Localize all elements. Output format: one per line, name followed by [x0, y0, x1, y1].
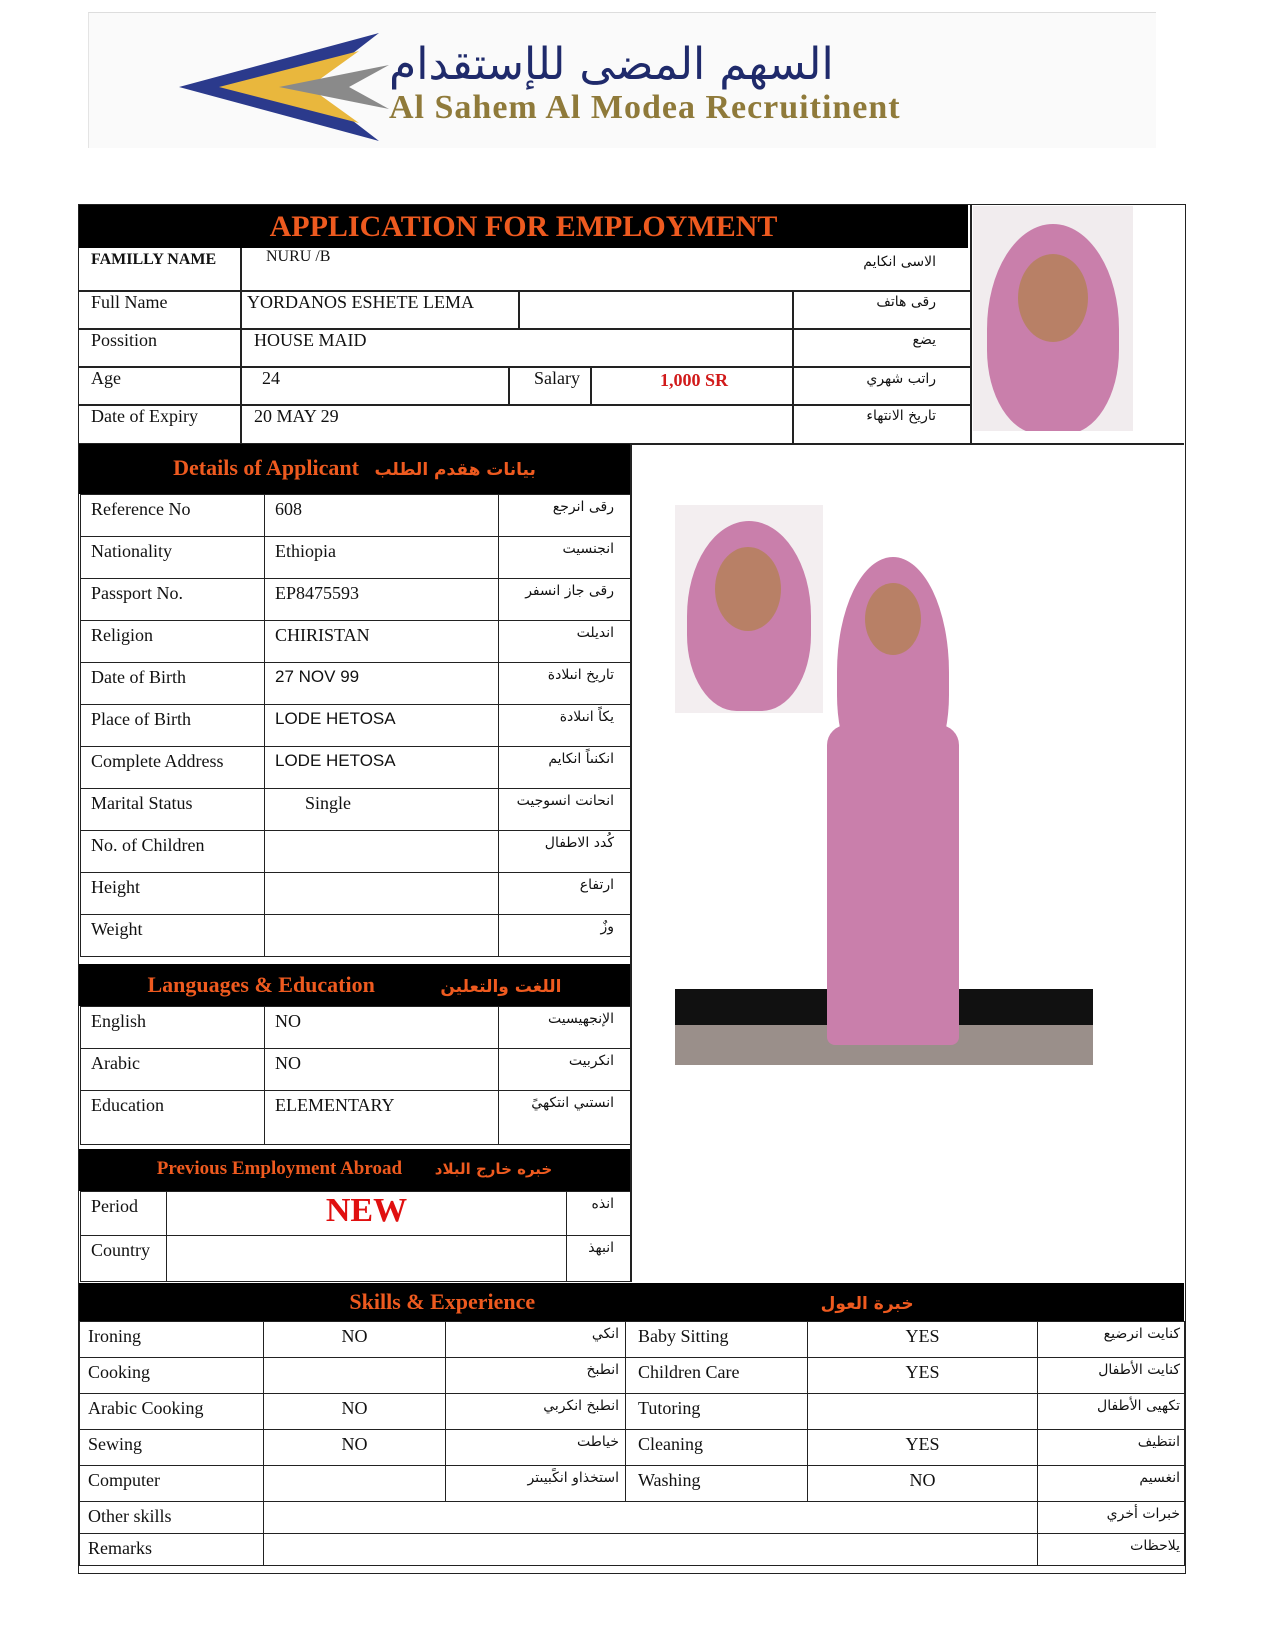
employment-title: Previous Employment Abroad — [156, 1158, 403, 1179]
detail-label: Passport No. — [81, 579, 265, 621]
other-skills-label: Other skills — [80, 1502, 264, 1534]
table-row — [81, 873, 631, 915]
language-label: Education — [81, 1091, 265, 1145]
table-row — [81, 747, 631, 789]
skills-title: Skills & Experience — [349, 1289, 536, 1314]
detail-value: 608 — [265, 495, 499, 537]
language-ar: انستىي انتكهيً — [499, 1091, 631, 1145]
detail-ar: انكنىاً انكايم — [499, 747, 631, 789]
full-name-value: YORDANOS ESHETE LEMA — [247, 292, 474, 312]
skill-ar: خياطت — [446, 1430, 626, 1466]
skills-title-bar — [79, 1283, 1184, 1321]
detail-label: Height — [81, 873, 265, 915]
skill-ar: كنايت الأطفال — [1038, 1358, 1185, 1394]
table-row — [81, 537, 631, 579]
remarks-value — [264, 1534, 1038, 1566]
full-name-ar: رقى هاتف — [876, 294, 936, 310]
company-logo — [88, 12, 1156, 148]
remarks-label: Remarks — [80, 1534, 264, 1566]
salary-ar: راتب شهري — [866, 371, 936, 387]
languages-title: Languages & Education — [147, 972, 375, 997]
skill-label: Baby Sitting — [626, 1322, 808, 1358]
skill-value — [264, 1466, 446, 1502]
skill-label: Sewing — [80, 1430, 264, 1466]
skills-title-ar: خبرة العول — [820, 1294, 914, 1314]
skill-label: Arabic Cooking — [80, 1394, 264, 1430]
employment-title-ar: خبره خارج البلاد — [434, 1160, 553, 1178]
table-row — [81, 915, 631, 957]
table-row — [81, 1049, 631, 1091]
language-value: NO — [265, 1007, 499, 1049]
detail-ar: رقى جاز انسفر — [499, 579, 631, 621]
detail-value: Ethiopia — [265, 537, 499, 579]
detail-value — [265, 873, 499, 915]
skill-value — [808, 1394, 1038, 1430]
detail-label: Place of Birth — [81, 705, 265, 747]
skill-label: Ironing — [80, 1322, 264, 1358]
skill-value — [264, 1358, 446, 1394]
salary-value: 1,000 SR — [660, 370, 729, 390]
skill-label: Washing — [626, 1466, 808, 1502]
skill-ar: انتظيف — [1038, 1430, 1185, 1466]
skill-ar: انكي — [446, 1322, 626, 1358]
remarks-ar: يلاحظات — [1038, 1534, 1185, 1566]
table-row — [80, 1394, 1185, 1430]
skill-ar: كنايت انرضيع — [1038, 1322, 1185, 1358]
other-skills-ar: خبرات أخري — [1038, 1502, 1185, 1534]
table-row — [81, 705, 631, 747]
skill-label: Children Care — [626, 1358, 808, 1394]
details-table — [80, 494, 631, 957]
language-ar: انكربيت — [499, 1049, 631, 1091]
expiry-ar: تاريخ الانتهاء — [866, 408, 936, 424]
country-value — [167, 1236, 567, 1282]
languages-table — [80, 1006, 631, 1145]
language-label: English — [81, 1007, 265, 1049]
table-row — [81, 1091, 631, 1145]
detail-ar: كُدد الاطفال — [499, 831, 631, 873]
detail-value: Single — [265, 789, 499, 831]
skill-label: Tutoring — [626, 1394, 808, 1430]
skill-label: Computer — [80, 1466, 264, 1502]
table-row — [81, 663, 631, 705]
detail-value — [265, 915, 499, 957]
skill-ar: تكهيى الأطفال — [1038, 1394, 1185, 1430]
full-name-label: Full Name — [91, 292, 168, 312]
skill-value: NO — [808, 1466, 1038, 1502]
page-title: APPLICATION FOR EMPLOYMENT — [79, 205, 968, 248]
table-row — [81, 621, 631, 663]
position-ar: يضع — [912, 332, 936, 348]
detail-value: CHIRISTAN — [265, 621, 499, 663]
table-row — [80, 1322, 1185, 1358]
portrait-photo — [973, 206, 1133, 431]
other-skills-row — [80, 1502, 1185, 1534]
languages-title-ar: اللغت والتعلين — [440, 977, 562, 997]
skill-ar: انطبخ — [446, 1358, 626, 1394]
languages-title-bar — [79, 964, 630, 1006]
table-row — [81, 579, 631, 621]
detail-ar: وزٌ — [499, 915, 631, 957]
details-title-ar: بيانات هقدم الطلب — [374, 460, 536, 480]
detail-value: EP8475593 — [265, 579, 499, 621]
detail-ar: انديلت — [499, 621, 631, 663]
period-value: NEW — [167, 1192, 567, 1236]
detail-value: 27 NOV 99 — [265, 663, 499, 705]
skill-label: Cleaning — [626, 1430, 808, 1466]
table-row — [80, 1430, 1185, 1466]
remarks-row — [80, 1534, 1185, 1566]
detail-ar: انجنسيت — [499, 537, 631, 579]
table-row — [81, 1007, 631, 1049]
expiry-value: 20 MAY 29 — [254, 406, 339, 426]
table-row — [80, 1358, 1185, 1394]
skill-value: YES — [808, 1322, 1038, 1358]
expiry-label: Date of Expiry — [91, 406, 198, 426]
skill-value: NO — [264, 1430, 446, 1466]
detail-ar: تاريخ انىلادة — [499, 663, 631, 705]
skill-ar: انطبخ انكربي — [446, 1394, 626, 1430]
logo-english: Al Sahem Al Modea Recruitinent — [389, 89, 901, 126]
employment-table — [80, 1191, 631, 1282]
position-label: Possition — [91, 330, 158, 350]
age-label: Age — [91, 368, 121, 388]
skill-label: Cooking — [80, 1358, 264, 1394]
detail-value: LODE HETOSA — [265, 747, 499, 789]
detail-label: Weight — [81, 915, 265, 957]
table-row — [80, 1466, 1185, 1502]
detail-label: Complete Address — [81, 747, 265, 789]
salary-label: Salary — [534, 368, 580, 388]
position-value: HOUSE MAID — [254, 330, 367, 350]
table-row — [81, 831, 631, 873]
skill-ar: استخذاو انكًبيىتر — [446, 1466, 626, 1502]
details-title-bar — [79, 444, 630, 494]
detail-ar: ارتفاع — [499, 873, 631, 915]
detail-label: Date of Birth — [81, 663, 265, 705]
period-label: Period — [81, 1192, 167, 1236]
detail-label: Marital Status — [81, 789, 265, 831]
details-title: Details of Applicant — [173, 455, 359, 480]
family-name-ar: الاسى انكايم — [863, 254, 936, 270]
skill-value: NO — [264, 1322, 446, 1358]
detail-label: Nationality — [81, 537, 265, 579]
detail-label: No. of Children — [81, 831, 265, 873]
detail-value — [265, 831, 499, 873]
detail-label: Reference No — [81, 495, 265, 537]
language-ar: الإنجهيسيت — [499, 1007, 631, 1049]
language-label: Arabic — [81, 1049, 265, 1091]
logo-arabic: السهم المضى للإستقدام — [389, 39, 834, 90]
detail-ar: انحانت انسوجيت — [499, 789, 631, 831]
full-body-photo — [675, 505, 1095, 1065]
skills-table — [79, 1321, 1185, 1566]
employment-title-bar — [79, 1149, 630, 1191]
other-skills-value — [264, 1502, 1038, 1534]
detail-label: Religion — [81, 621, 265, 663]
country-label: Country — [81, 1236, 167, 1282]
detail-value: LODE HETOSA — [265, 705, 499, 747]
table-row — [81, 495, 631, 537]
arrow-logo-icon — [159, 25, 399, 143]
country-ar: انبهذ — [567, 1236, 631, 1282]
family-name-value: NURU /B — [266, 248, 331, 265]
skill-value: NO — [264, 1394, 446, 1430]
language-value: ELEMENTARY — [265, 1091, 499, 1145]
skill-value: YES — [808, 1358, 1038, 1394]
detail-ar: رقى انرجع — [499, 495, 631, 537]
skill-ar: انغسيم — [1038, 1466, 1185, 1502]
language-value: NO — [265, 1049, 499, 1091]
period-ar: انذه — [567, 1192, 631, 1236]
table-row — [81, 789, 631, 831]
family-name-label: FAMILLY NAME — [91, 251, 217, 268]
detail-ar: يكاً انىلادة — [499, 705, 631, 747]
age-value: 24 — [262, 368, 280, 388]
skill-value: YES — [808, 1430, 1038, 1466]
